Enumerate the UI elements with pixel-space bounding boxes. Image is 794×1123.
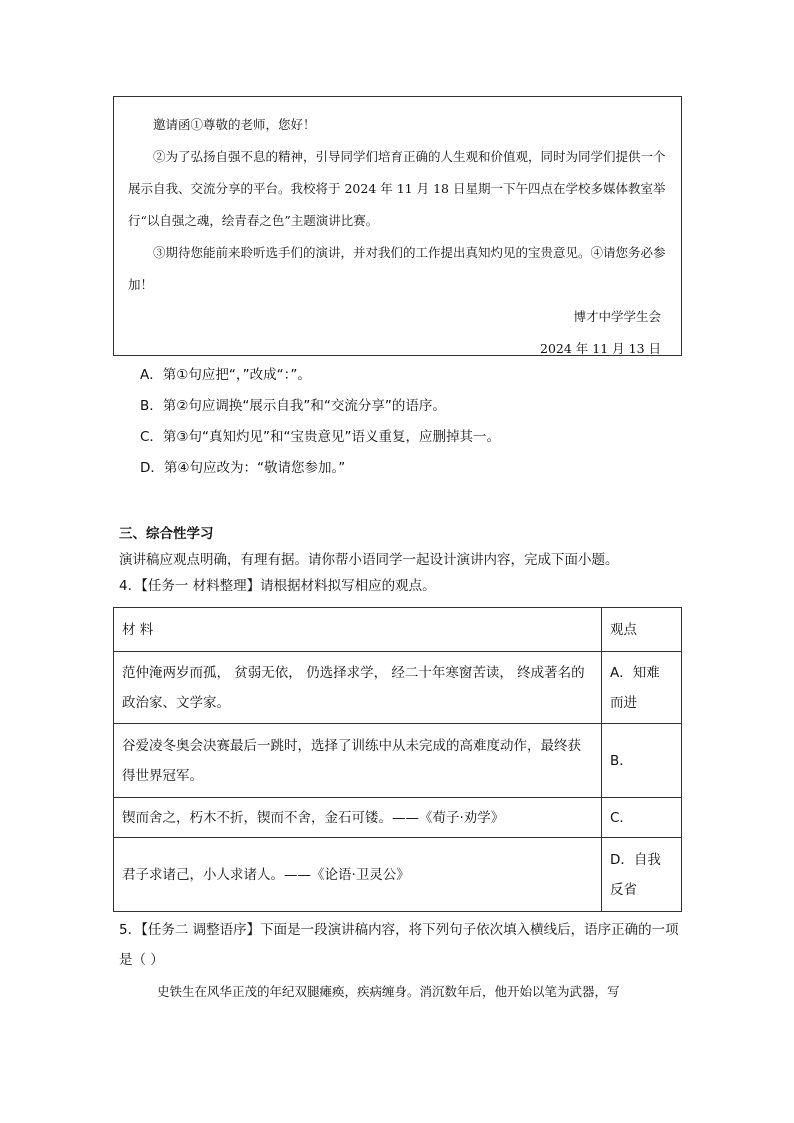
section-heading: 三、综合性学习	[119, 526, 214, 542]
section-intro: 演讲稿应观点明确，有理有据。请你帮小语同学一起设计演讲内容，完成下面小题。	[119, 552, 619, 568]
option-c: C．第③句“真知灼见”和“宝贵意见”语义重复，应删掉其一。	[140, 429, 501, 445]
material-cell: 范仲淹两岁而孤， 贫弱无依， 仍选择求学， 经二十年寒窗苦读， 终成著名的政治家、文学家。	[114, 652, 602, 724]
section-comprehensive	[119, 521, 689, 599]
table-row	[114, 838, 682, 912]
material-cell: 君子求诸己，小人求诸人。——《论语·卫灵公》	[114, 838, 602, 912]
material-cell: 谷爱凌冬奥会决赛最后一跳时，选择了训练中从未完成的高难度动作，最终获得世界冠军。	[114, 724, 602, 798]
header-view: 观点	[602, 608, 682, 652]
option-d: D．第④句应改为：“敬请您参加。”	[140, 460, 346, 476]
view-cell: B．	[602, 724, 682, 798]
view-cell: A．知难而进	[602, 652, 682, 724]
table-row	[114, 798, 682, 838]
view-cell: D．自我反省	[602, 838, 682, 912]
view-cell: C．	[602, 798, 682, 838]
answer-options	[140, 360, 500, 484]
option-a: A．第①句应把“，”改成“：”。	[140, 367, 311, 383]
table-row	[114, 724, 682, 798]
speech-excerpt: 史铁生在风华正茂的年纪双腿瘫痪，疾病缠身。消沉数年后，他开始以笔为武器，写	[157, 984, 620, 999]
invitation-para-3: ③期待您能前来聆听选手们的演讲，并对我们的工作提出真知灼见的宝贵意见。④请您务必参加！	[128, 245, 666, 292]
material-table	[113, 607, 682, 912]
header-material: 材 料	[114, 608, 602, 652]
material-cell: 锲而舍之，朽木不折，锲而不舍，金石可镂。——《荀子·劝学》	[114, 798, 602, 838]
table-header-row	[114, 608, 682, 652]
question-4: 4．【任务一 材料整理】请根据材料拟写相应的观点。	[119, 578, 436, 594]
invitation-para-2: ②为了弘扬自强不息的精神，引导同学们培育正确的人生观和价值观，同时为同学们提供一个展示自我、交流分享的平台。我校将于 2024 年 11 月 18 日星期一下午四点在学校多媒体教室举行“以自强之魂，绘青春之色”主题演讲比赛。	[128, 149, 666, 228]
table-row	[114, 652, 682, 724]
option-b: B．第②句应调换“展示自我”和“交流分享”的语序。	[140, 398, 446, 414]
question-5: 5．【任务二 调整语序】下面是一段演讲稿内容，将下列句子依次填入横线后，语序正确的一项是（ ）	[119, 922, 679, 968]
invitation-signer: 博才中学学生会	[573, 309, 661, 324]
invitation-date: 2024 年 11 月 13 日	[540, 341, 661, 356]
invitation-line-1: 邀请函①尊敬的老师，您好！	[153, 117, 316, 132]
invitation-box	[113, 96, 682, 356]
